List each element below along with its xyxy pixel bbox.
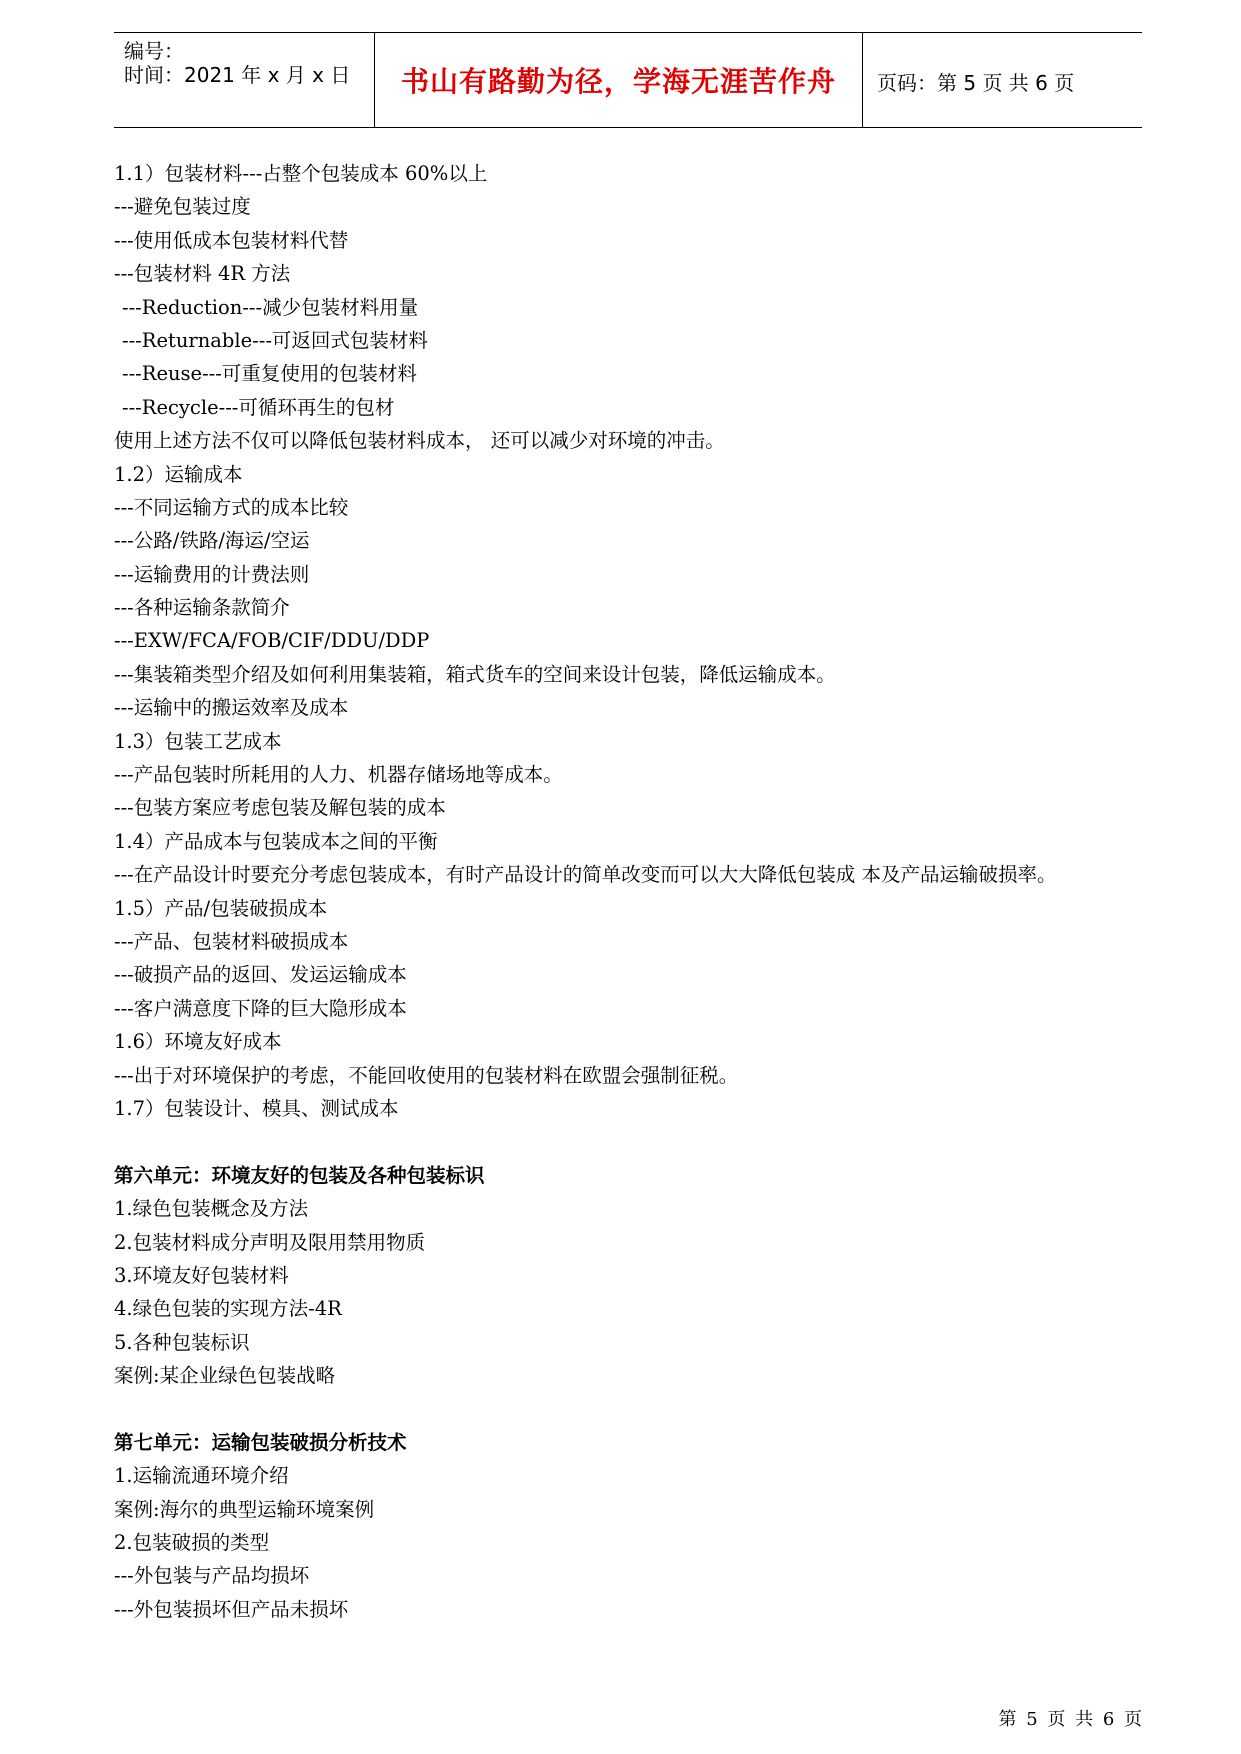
- text-line: ---公路/铁路/海运/空运: [114, 529, 310, 553]
- section-heading-1-1: 1.1）包装材料---占整个包装成本 60%以上: [114, 162, 488, 185]
- text-line: ---运输费用的计费法则: [114, 562, 310, 586]
- header-meta: [114, 33, 374, 127]
- header-page-code: 页码：第 5 页 共 6 页: [877, 71, 1075, 95]
- text-line: ---破损产品的返回、发运运输成本: [114, 963, 407, 987]
- document-time-label: 时间：2021 年 x 月 x 日: [124, 63, 351, 87]
- text-line: ---Recycle---可循环再生的包材: [122, 395, 395, 419]
- header-page-cell: [863, 33, 1142, 127]
- unit7-item: 案例:海尔的典型运输环境案例: [114, 1497, 375, 1521]
- text-line: ---Reduction---减少包装材料用量: [122, 295, 419, 319]
- text-line: ---包装方案应考虑包装及解包装的成本: [114, 796, 446, 820]
- text-line: ---避免包装过度: [114, 195, 251, 219]
- unit6-item: 4.绿色包装的实现方法-4R: [114, 1297, 342, 1321]
- unit7-item: 2.包装破损的类型: [114, 1531, 270, 1555]
- unit6-item: 1.绿色包装概念及方法: [114, 1197, 309, 1221]
- section-heading-1-2: 1.2）运输成本: [114, 462, 243, 486]
- unit6-item: 5.各种包装标识: [114, 1330, 250, 1354]
- unit6-heading: 第六单元：环境友好的包装及各种包装标识: [114, 1163, 485, 1187]
- text-line: ---EXW/FCA/FOB/CIF/DDU/DDP: [114, 629, 430, 653]
- text-line: ---客户满意度下降的巨大隐形成本: [114, 996, 407, 1020]
- text-line: ---使用低成本包装材料代替: [114, 228, 349, 252]
- text-line: ---包装材料 4R 方法: [114, 262, 291, 286]
- text-line: ---Reuse---可重复使用的包装材料: [122, 362, 417, 386]
- unit7-item: ---外包装损坏但产品未损坏: [114, 1597, 349, 1621]
- unit7-item: 1.运输流通环境介绍: [114, 1464, 289, 1488]
- header-motto: 书山有路勤为径，学海无涯苦作舟: [400, 65, 836, 98]
- section-heading-1-3: 1.3）包装工艺成本: [114, 729, 282, 753]
- unit6-item: 案例:某企业绿色包装战略: [114, 1364, 336, 1388]
- text-line: ---Returnable---可返回式包装材料: [122, 328, 428, 352]
- text-line: ---运输中的搬运效率及成本: [114, 696, 349, 720]
- unit6-item: 2.包装材料成分声明及限用禁用物质: [114, 1230, 426, 1254]
- section-heading-1-5: 1.5）产品/包装破损成本: [114, 896, 328, 920]
- page-header: [114, 32, 1142, 128]
- page-footer: 第 5 页 共 6 页: [998, 1709, 1144, 1730]
- text-line: ---出于对环境保护的考虑，不能回收使用的包装材料在欧盟会强制征税。: [114, 1063, 739, 1087]
- section-heading-1-6: 1.6）环境友好成本: [114, 1030, 282, 1054]
- text-line: ---集装箱类型介绍及如何利用集装箱，箱式货车的空间来设计包装，降低运输成本。: [114, 662, 836, 686]
- section-heading-1-7: 1.7）包装设计、模具、测试成本: [114, 1096, 399, 1120]
- unit7-item: ---外包装与产品均损坏: [114, 1564, 310, 1588]
- unit7-heading: 第七单元：运输包装破损分析技术: [114, 1430, 407, 1454]
- text-line: 使用上述方法不仅可以降低包装材料成本， 还可以减少对环境的冲击。: [114, 429, 725, 453]
- text-line: ---各种运输条款简介: [114, 596, 290, 620]
- text-line: ---不同运输方式的成本比较: [114, 495, 349, 519]
- text-line: ---产品包装时所耗用的人力、机器存储场地等成本。: [114, 763, 563, 787]
- document-number-label: 编号：: [124, 39, 184, 63]
- unit6-item: 3.环境友好包装材料: [114, 1263, 289, 1287]
- spacer: [114, 1392, 1144, 1425]
- document-body: [114, 157, 1144, 1626]
- text-line: ---产品、包装材料破损成本: [114, 930, 349, 953]
- text-paragraph: ---在产品设计时要充分考虑包装成本，有时产品设计的简单改变而可以大大降低包装成 本及产品运输破损率。: [114, 863, 1057, 887]
- section-heading-1-4: 1.4）产品成本与包装成本之间的平衡: [114, 829, 438, 853]
- spacer: [114, 1125, 1144, 1158]
- header-motto-cell: [374, 33, 863, 127]
